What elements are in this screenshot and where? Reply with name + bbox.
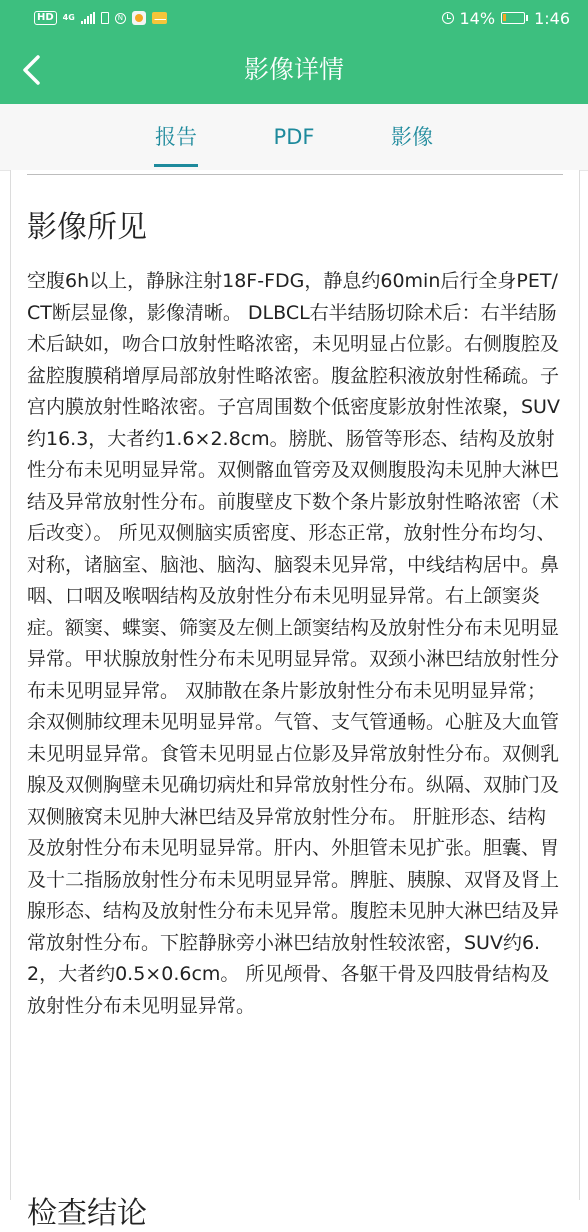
divider <box>27 174 563 175</box>
hd-badge: HD <box>34 11 57 25</box>
conclusion-heading: 检查结论 <box>27 1196 147 1231</box>
tab-pdf[interactable]: PDF <box>273 125 315 149</box>
app-notification-icon <box>132 11 146 25</box>
findings-heading: 影像所见 <box>27 210 147 245</box>
nfc-icon: N <box>115 13 126 24</box>
tab-report[interactable]: 报告 <box>155 125 197 149</box>
network-type: 4G <box>62 13 75 22</box>
clock: 1:46 <box>534 8 570 28</box>
status-bar <box>0 0 588 36</box>
mail-notification-icon <box>152 12 167 24</box>
tab-bar <box>0 104 588 171</box>
status-left <box>34 11 167 25</box>
status-right <box>442 9 571 28</box>
app-header <box>0 36 588 104</box>
tab-selected-indicator <box>154 164 198 167</box>
findings-text: 空腹6h以上，静脉注射18F-FDG，静息约60min后行全身PET/CT断层显像，影像清晰。 DLBCL右半结肠切除术后：右半结肠术后缺如，吻合口放射性略浓密，未见明显占位影。右侧腹腔及盆腔腹膜稍增厚局部放射性略浓密。腹盆腔积液放射性稀疏。子宫内膜放射性略浓密。子宫周围数个低密度影放射性浓聚，SUV约16.3，大者约1.6×2.8cm。膀胱、肠管等形态、结构及放射性分布未见明显异常。双侧髂血管旁及双侧腹股沟未见肿大淋巴结及异常放射性分布。前腹壁皮下数个条片影放射性略浓密（术后改变）。 所见双侧脑实质密度、形态正常，放射性分布均匀、对称，诸脑室、脑池、脑沟、脑裂未见异常，中线结构居中。鼻咽、口咽及喉咽结构及放射性分布未见明显异常。右上颌窦炎症。额窦、蝶窦、筛窦及左侧上颌窦结构及放射性分布未见明显异常。甲状腺放射性分布未见明显异常。双颈小淋巴结放射性分布未见明显异常。 双肺散在条片影放射性分布未见明显异常；余双侧肺纹理未见明显异常。气管、支气管通畅。心脏及大血管未见明显异常。食管未见明显占位影及异常放射性分布。双侧乳腺及双侧胸壁未见确切病灶和异常放射性分布。纵隔、双肺门及双侧腋窝未见肿大淋巴结及异常放射性分布。 肝脏形态、结构及放射性分布未见明显异常。肝内、外胆管未见扩张。胆囊、胃及十二指肠放射性分布未见明显异常。脾脏、胰腺、双肾及肾上腺形态、结构及放射性分布未见异常。腹腔未见肿大淋巴结及异常放射性分布。下腔静脉旁小淋巴结放射性较浓密，SUV约6.2，大者约0.5×0.6cm。 所见颅骨、各躯干骨及四肢骨结构及放射性分布未见明显异常。 <box>27 270 560 1017</box>
signal-icon <box>81 12 95 24</box>
battery-percent: 14% <box>459 8 496 28</box>
battery-fill <box>503 14 506 21</box>
sim-icon <box>101 12 109 24</box>
battery-icon <box>501 12 528 24</box>
report-content[interactable] <box>10 170 580 1231</box>
alarm-icon <box>442 12 454 24</box>
tab-images[interactable]: 影像 <box>391 125 433 149</box>
page-title: 影像详情 <box>243 55 344 84</box>
